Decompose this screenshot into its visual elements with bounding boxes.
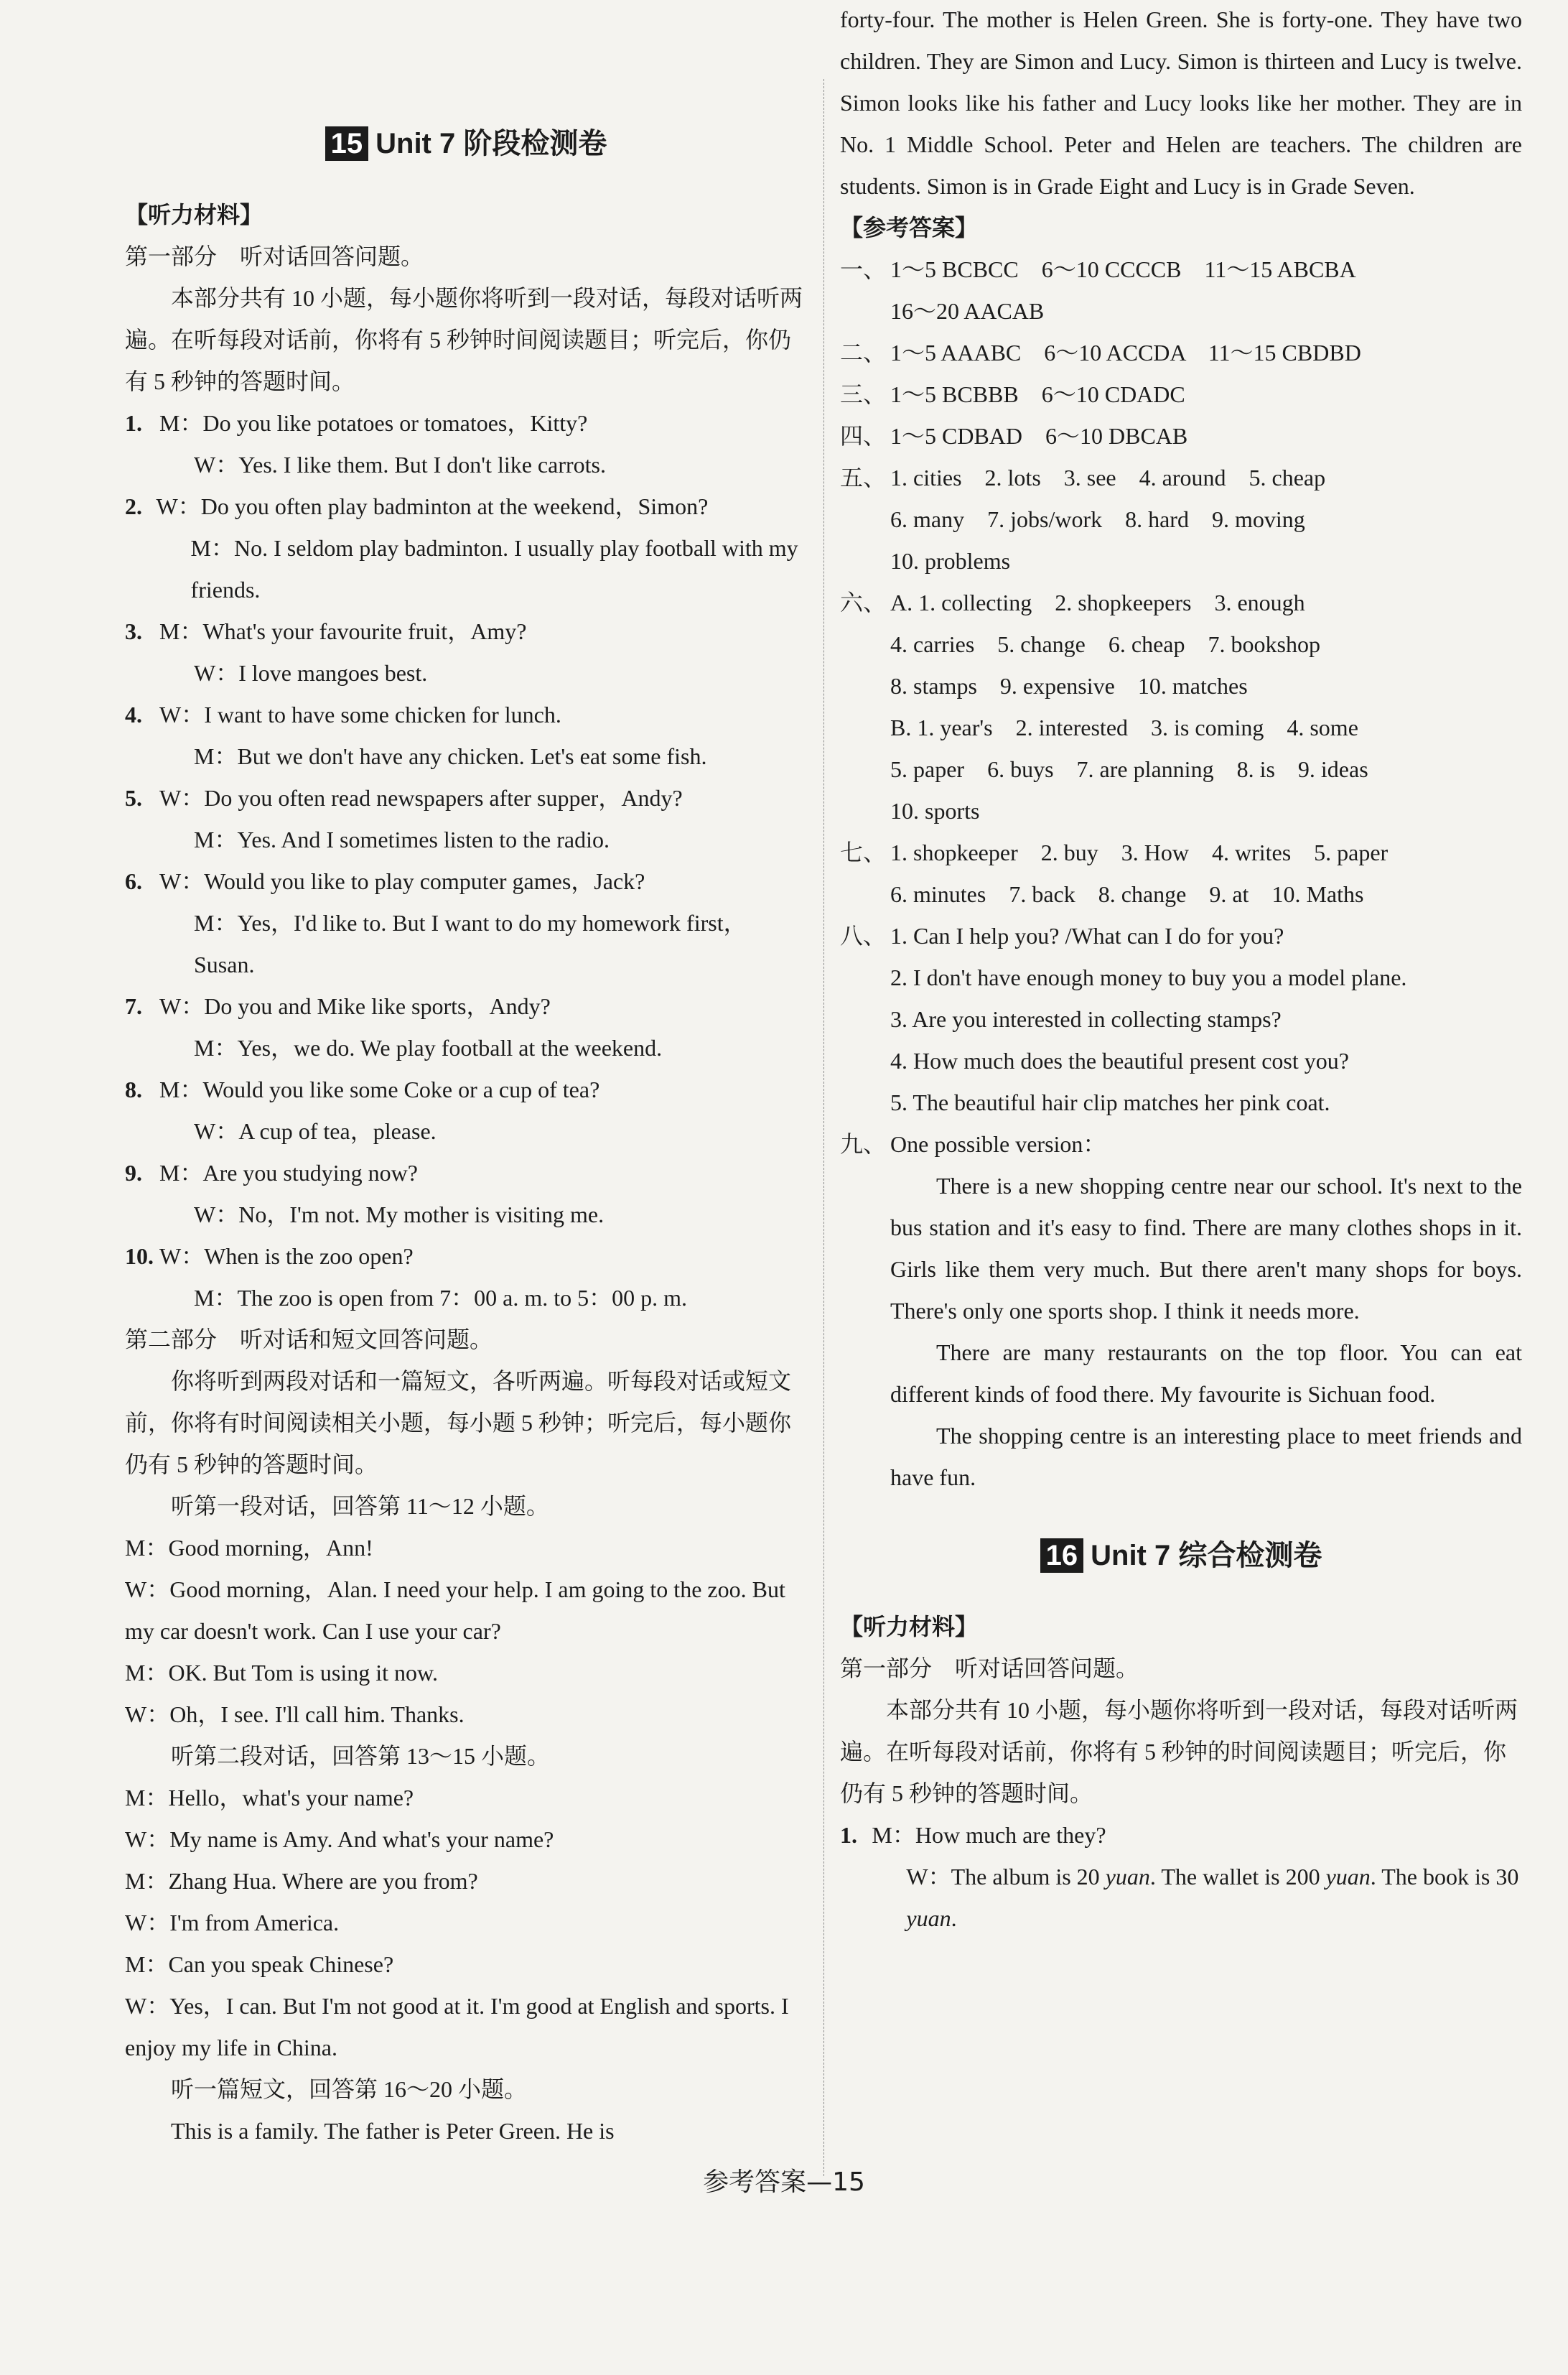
listening-tag: 【听力材料】 [840,1613,979,1640]
dialog-line: M：How much are they? [872,1822,1106,1848]
essay-paragraph: There is a new shopping centre near our school. It's next to the bus station and it's easy to find. There are many clothes shops in it. Girls like them very much. But there aren't many shops for boys. There's only one sports shop. I think it needs more. [890,1173,1522,1324]
dialog-line: W：No，I'm not. My mother is visiting me. [194,1202,605,1227]
dialog-line: W：Do you often read newspapers after supper，Andy? [159,785,683,811]
dialog-line: W：A cup of tea，please. [194,1118,437,1144]
dialog-line [872,1856,1522,1939]
answer-label: 二、 [840,340,887,366]
dialog-line: M：Yes，I'd like to. But I want to do my homework first，Susan. [194,910,747,977]
passage-heading: 听一篇短文，回答第 16～20 小题。 [171,2076,528,2102]
answer-line: 1～5 CDBAD 6～10 DBCAB [890,423,1188,449]
essay-paragraph: The shopping centre is an interesting place to meet friends and have fun. [890,1423,1522,1490]
dialog-number: 1. [840,1822,857,1848]
dialog1-line: W：Good morning，Alan. I need your help. I am going to the zoo. But my car doesn't work. Can I use your car? [125,1576,785,1644]
answer-line: 4. How much does the beautiful present cost you? [890,1048,1349,1074]
answer-line: One possible version： [890,1131,1106,1157]
left-column [125,79,807,2152]
answer-block [840,248,1522,332]
dialog-line: M：But we don't have any chicken. Let's eat some fish. [194,743,707,769]
dialog-item [840,1814,1522,1939]
answer-label: 四、 [840,423,887,449]
answer-line: 1～5 AAABC 6～10 ACCDA 11～15 CBDBD [890,340,1361,366]
section-number-badge: 15 [325,126,369,161]
answer-line: 5. The beautiful hair clip matches her pink coat. [890,1089,1330,1115]
answer-line: 1. Can I help you? /What can I do for you? [890,923,1284,949]
dialog-line: W：Yes. I like them. But I don't like carrots. [194,452,606,478]
section-title-16 [840,1534,1522,1577]
answer-line: 6. minutes 7. back 8. change 9. at 10. Maths [890,881,1364,907]
dialog-text: . The wallet is 200 [1149,1864,1326,1890]
answer-line: 1. shopkeeper 2. buy 3. How 4. writes 5. paper [890,840,1389,865]
answer-label: 八、 [840,923,887,949]
section-title-text: Unit 7 综合检测卷 [1091,1540,1322,1571]
answer-label: 五、 [840,465,887,491]
dialog-number: 3. [125,618,142,644]
answer-line: B. 1. year's 2. interested 3. is coming 4. some [890,715,1358,740]
answer-list [840,248,1522,1165]
answer-block [840,832,1522,915]
dialog-number: 7. [125,993,142,1019]
part1-heading: 第一部分 听对话回答问题。 [840,1655,1139,1681]
dialog-line: W：When is the zoo open? [159,1243,414,1269]
dialog-item [125,610,807,694]
dialog-line: M：Do you like potatoes or tomatoes，Kitty? [159,410,588,436]
answer-line: 10. problems [890,548,1011,574]
dialog1-line: M：Good morning，Ann! [125,1535,373,1561]
answer-block [840,373,1522,415]
answer-line: 1. cities 2. lots 3. see 4. around 5. cheap [890,465,1326,491]
sample-essay [840,1165,1522,1498]
answer-line: 5. paper 6. buys 7. are planning 8. is 9. ideas [890,756,1368,782]
answer-label: 六、 [840,590,887,615]
dialog-line: M：Yes. And I sometimes listen to the radio. [194,827,610,852]
answer-block [840,332,1522,373]
part1-intro: 本部分共有 10 小题，每小题你将听到一段对话，每段对话听两遍。在听每段对话前，你将有 5 秒钟时间阅读题目；听完后，你仍有 5 秒钟的答题时间。 [125,285,803,394]
dialog-number: 4. [125,702,142,728]
dialog2-line: W：Yes，I can. But I'm not good at it. I'm good at English and sports. I enjoy my life in China. [125,1993,789,2060]
dialog-number: 8. [125,1077,142,1102]
dialog-line: W：Would you like to play computer games，Jack? [159,868,645,894]
answer-label: 三、 [840,381,887,407]
dialog-line: M：What's your favourite fruit，Amy? [159,618,527,644]
dialog-line: M：The zoo is open from 7：00 a. m. to 5：00 p. m. [194,1285,688,1311]
page-footer: 参考答案—15 [703,2167,865,2197]
answer-label: 九、 [840,1131,887,1157]
dialog-text: . [951,1905,957,1931]
answer-block [840,915,1522,1123]
dialog2-heading: 听第二段对话，回答第 13～15 小题。 [171,1743,551,1769]
passage-start: This is a family. The father is Peter Green. He is [171,2118,615,2144]
dialog-number: 1. [125,410,142,436]
dialog-number: 5. [125,785,142,811]
section-title-15 [125,122,807,165]
dialog2-line: M：Zhang Hua. Where are you from? [125,1868,478,1894]
answer-line: 8. stamps 9. expensive 10. matches [890,673,1248,699]
section-number-badge: 16 [1040,1538,1084,1573]
part2-heading: 第二部分 听对话和短文回答问题。 [125,1326,493,1352]
dialog2-line: M：Hello，what's your name? [125,1785,414,1811]
dialog-line: M：Would you like some Coke or a cup of tea? [159,1077,600,1102]
section-title-text: Unit 7 阶段检测卷 [375,128,607,159]
essay-paragraph: There are many restaurants on the top floor. You can eat different kinds of food there. My favourite is Sichuan food. [890,1339,1522,1407]
column-divider [823,79,824,2176]
answer-label: 一、 [840,256,887,282]
answer-line: 6. many 7. jobs/work 8. hard 9. moving [890,506,1305,532]
dialog-number: 6. [125,868,142,894]
dialog-item [125,1069,807,1152]
right-column [840,0,1522,1939]
dialog-line: W：Do you and Mike like sports，Andy? [159,993,551,1019]
dialog-item [125,985,807,1069]
dialog-number: 2. [125,493,142,519]
part1-intro: 本部分共有 10 小题，每小题你将听到一段对话，每段对话听两遍。在听每段对话前，你将有 5 秒钟的时间阅读题目；听完后，你仍有 5 秒钟的答题时间。 [840,1697,1518,1806]
dialog-line: W：I want to have some chicken for lunch. [159,702,561,728]
dialog-text: W：The album is 20 [906,1864,1106,1890]
passage-continuation: forty-four. The mother is Helen Green. She is forty-one. They have two children. They are Simon and Lucy. Simon is thirteen and Lucy is twelve. Simon looks like his father and Lucy looks like her mother. They are in No. 1 Middle School. Peter and Helen are teachers. The children are students. Simon is in Grade Eight and Lucy is in Grade Seven. [840,6,1522,199]
dialog-item [125,860,807,985]
dialog2-line: M：Can you speak Chinese? [125,1951,394,1977]
dialog-item [125,485,807,610]
dialog-item [125,1152,807,1235]
part1-heading: 第一部分 听对话回答问题。 [125,243,424,269]
answer-line: 3. Are you interested in collecting stamps? [890,1006,1282,1032]
dialog-item [125,402,807,485]
dialog-item [125,694,807,777]
answer-line: A. 1. collecting 2. shopkeepers 3. enough [890,590,1305,615]
currency-word: yuan [1325,1864,1371,1890]
dialog2-line: W：I'm from America. [125,1910,340,1935]
currency-word: yuan [906,1905,951,1931]
dialog-line: W：Do you often play badminton at the weekend，Simon? [156,493,709,519]
dialog-line: M：Are you studying now? [159,1160,418,1186]
answer-block [840,415,1522,457]
part2-intro: 你将听到两段对话和一篇短文，各听两遍。听每段对话或短文前，你将有时间阅读相关小题，每小题 5 秒钟；听完后，每小题你仍有 5 秒钟的答题时间。 [125,1368,792,1477]
answer-block [840,1123,1522,1165]
answer-block [840,582,1522,832]
listening-tag: 【听力材料】 [125,201,263,228]
dialog-line: M：Yes，we do. We play football at the weekend. [194,1035,663,1061]
answer-line: 10. sports [890,798,980,824]
answer-line: 1～5 BCBCC 6～10 CCCCB 11～15 ABCBA [890,256,1356,282]
dialog1-line: M：OK. But Tom is using it now. [125,1660,439,1686]
dialog-line: W：I love mangoes best. [194,660,428,686]
answer-line: 2. I don't have enough money to buy you a model plane. [890,965,1407,990]
dialog-item [125,1235,807,1319]
dialog-number: 10. [125,1243,154,1269]
dialog2-line: W：My name is Amy. And what's your name? [125,1826,554,1852]
answer-block [840,457,1522,582]
answers-tag: 【参考答案】 [840,214,979,241]
dialog-number: 9. [125,1160,142,1186]
answer-line: 1～5 BCBBB 6～10 CDADC [890,381,1185,407]
dialog-list [125,402,807,1319]
dialog1-line: W：Oh，I see. I'll call him. Thanks. [125,1701,465,1727]
dialog1-heading: 听第一段对话，回答第 11～12 小题。 [171,1493,549,1519]
answer-line: 16～20 AACAB [890,298,1045,324]
dialog-line: M：No. I seldom play badminton. I usually play football with my friends. [190,535,798,603]
dialog-text: . The book is 30 [1370,1864,1519,1890]
dialog-item [125,777,807,860]
answer-line: 4. carries 5. change 6. cheap 7. bookshop [890,631,1320,657]
answer-label: 七、 [840,840,887,865]
currency-word: yuan [1105,1864,1150,1890]
